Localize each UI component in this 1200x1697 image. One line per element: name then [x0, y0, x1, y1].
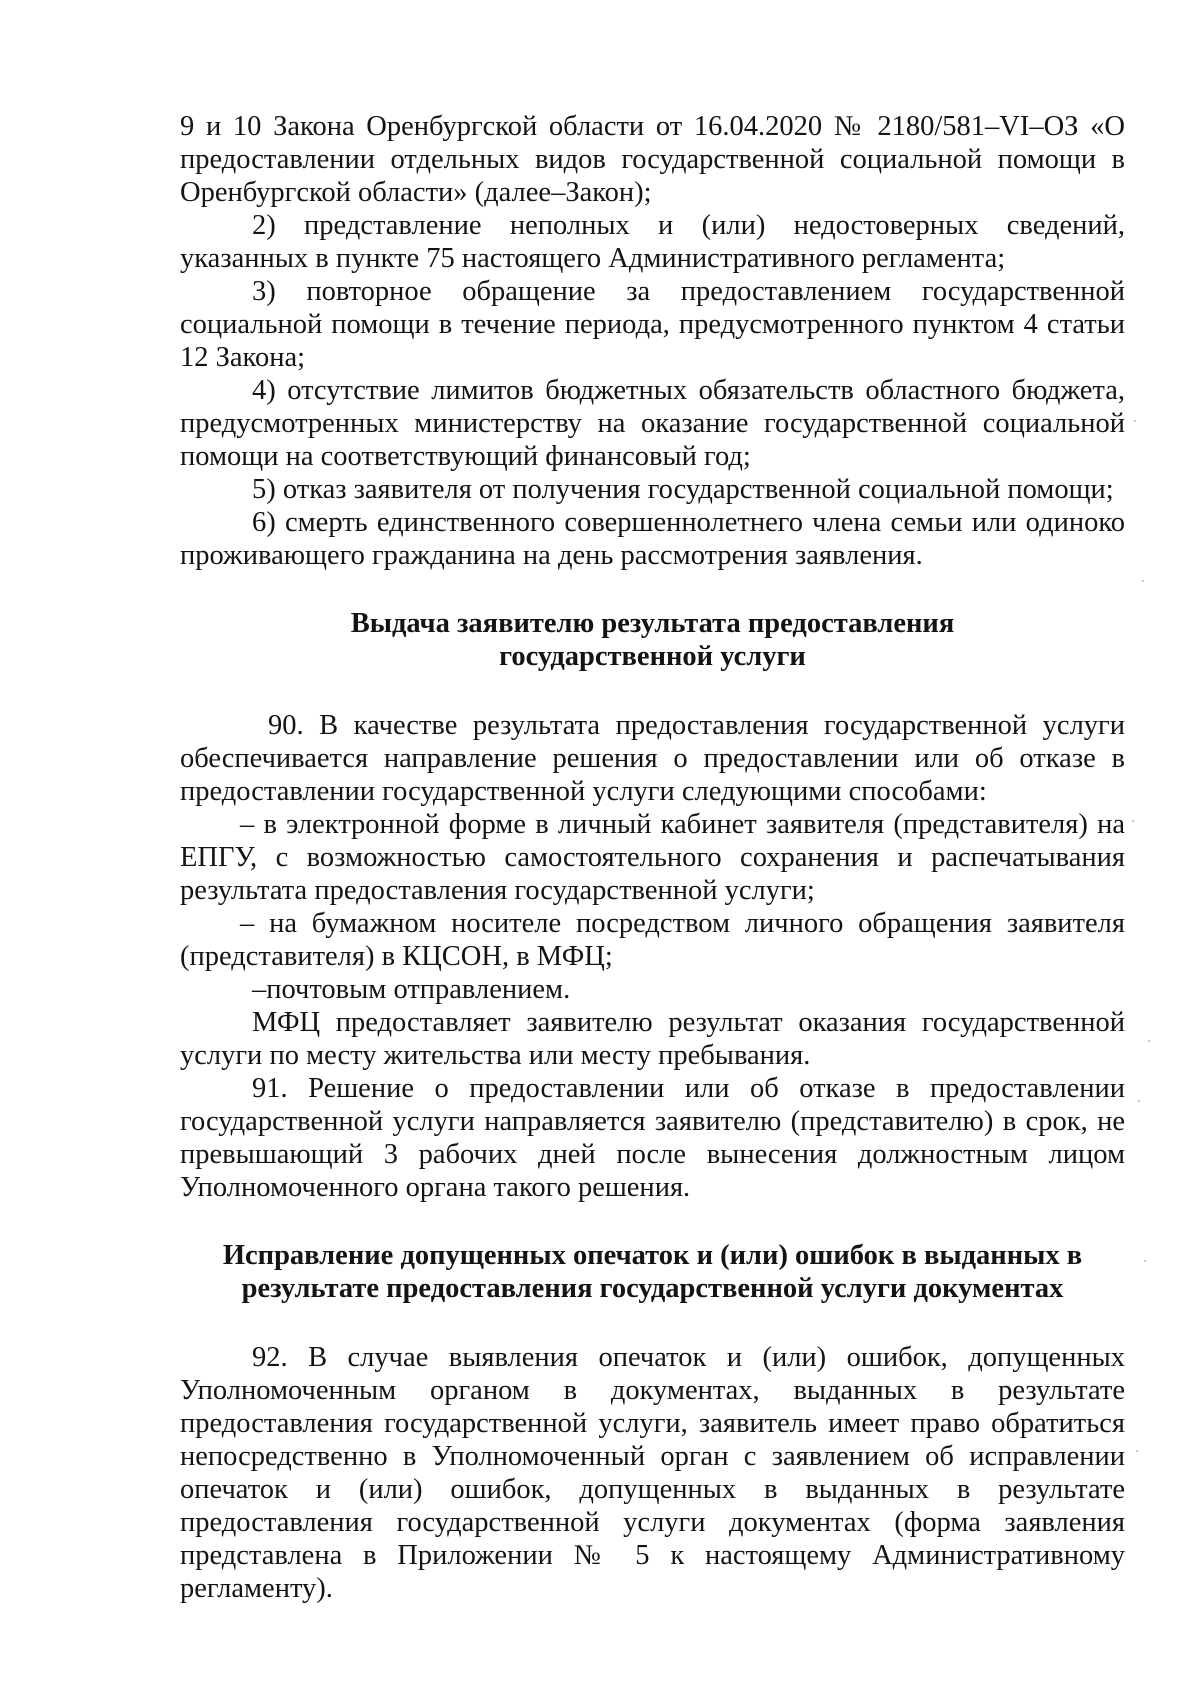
paragraph-90: 90. В качестве результата предоставления государственной услуги обеспечивается направление решения о предоставлении или об отказе в предоставлении государственной услуги следующими способами: [180, 710, 1125, 807]
paragraph-law-reference: 9 и 10 Закона Оренбургской области от 16.04.2020 № 2180/581–VI–ОЗ «О предоставлении отдельных видов государственной социальной помощи в Оренбургской области» (далее–Закон); [180, 111, 1125, 208]
paragraph-paper-form: – на бумажном носителе посредством личного обращения заявителя (представителя) в КЦСОН, в МФЦ; [180, 908, 1125, 972]
spacer [180, 1204, 1125, 1239]
paragraph-92: 92. В случае выявления опечаток и (или) ошибок, допущенных Уполномоченным органом в документах, выданных в результате предоставления государственной услуги, заявитель имеет право обратиться непосредственно в Уполномоченный орган с заявлением об исправлении опечаток и (или) ошибок, допущенных в выданных в результате предоставления государственной услуги документах (форма заявления представлена в Приложении № 5 к настоящему Административному регламенту). [180, 1342, 1125, 1604]
paragraph-postal: –почтовым отправлением. [252, 974, 571, 1005]
paragraph-item-4: 4) отсутствие лимитов бюджетных обязательств областного бюджета, предусмотренных министерству на оказание государственной социальной помощи на соответствующий финансовый год; [180, 375, 1125, 472]
section-heading-result-line-2: государственной услуги [499, 641, 806, 672]
document-body [180, 110, 1125, 1605]
section-heading-corrections-line-1: Исправление допущенных опечаток и (или) ошибок в выданных в [222, 1240, 1083, 1271]
paragraph-item-6: 6) смерть единственного совершеннолетнего члена семьи или одиноко проживающего гражданина на день рассмотрения заявления. [180, 507, 1125, 571]
spacer [180, 1305, 1125, 1341]
section-heading-result-line-1: Выдача заявителю результата предоставления [350, 608, 955, 639]
paragraph-item-3: 3) повторное обращение за предоставлением государственной социальной помощи в течение периода, предусмотренного пунктом 4 статьи 12 Закона; [180, 276, 1125, 373]
paragraph-electronic-form: – в электронной форме в личный кабинет заявителя (представителя) на ЕПГУ, с возможностью самостоятельного сохранения и распечатывания результата предоставления государственной услуги; [180, 809, 1125, 906]
paragraph-mfc: МФЦ предоставляет заявителю результат оказания государственной услуги по месту жительства или месту пребывания. [180, 1007, 1125, 1071]
paragraph-item-5: 5) отказ заявителя от получения государственной социальной помощи; [252, 474, 1114, 505]
paragraph-item-2: 2) представление неполных и (или) недостоверных сведений, указанных в пункте 75 настоящего Административного регламента; [180, 210, 1125, 274]
scan-noise [1130, 400, 1160, 1600]
section-heading-corrections-line-2: результате предоставления государственной услуги документах [241, 1273, 1064, 1304]
paragraph-91: 91. Решение о предоставлении или об отказе в предоставлении государственной услуги направляется заявителю (представителю) в срок, не превышающий 3 рабочих дней после вынесения должностным лицом Уполномоченного органа такого решения. [180, 1073, 1125, 1203]
spacer [180, 572, 1125, 607]
spacer [180, 673, 1125, 709]
